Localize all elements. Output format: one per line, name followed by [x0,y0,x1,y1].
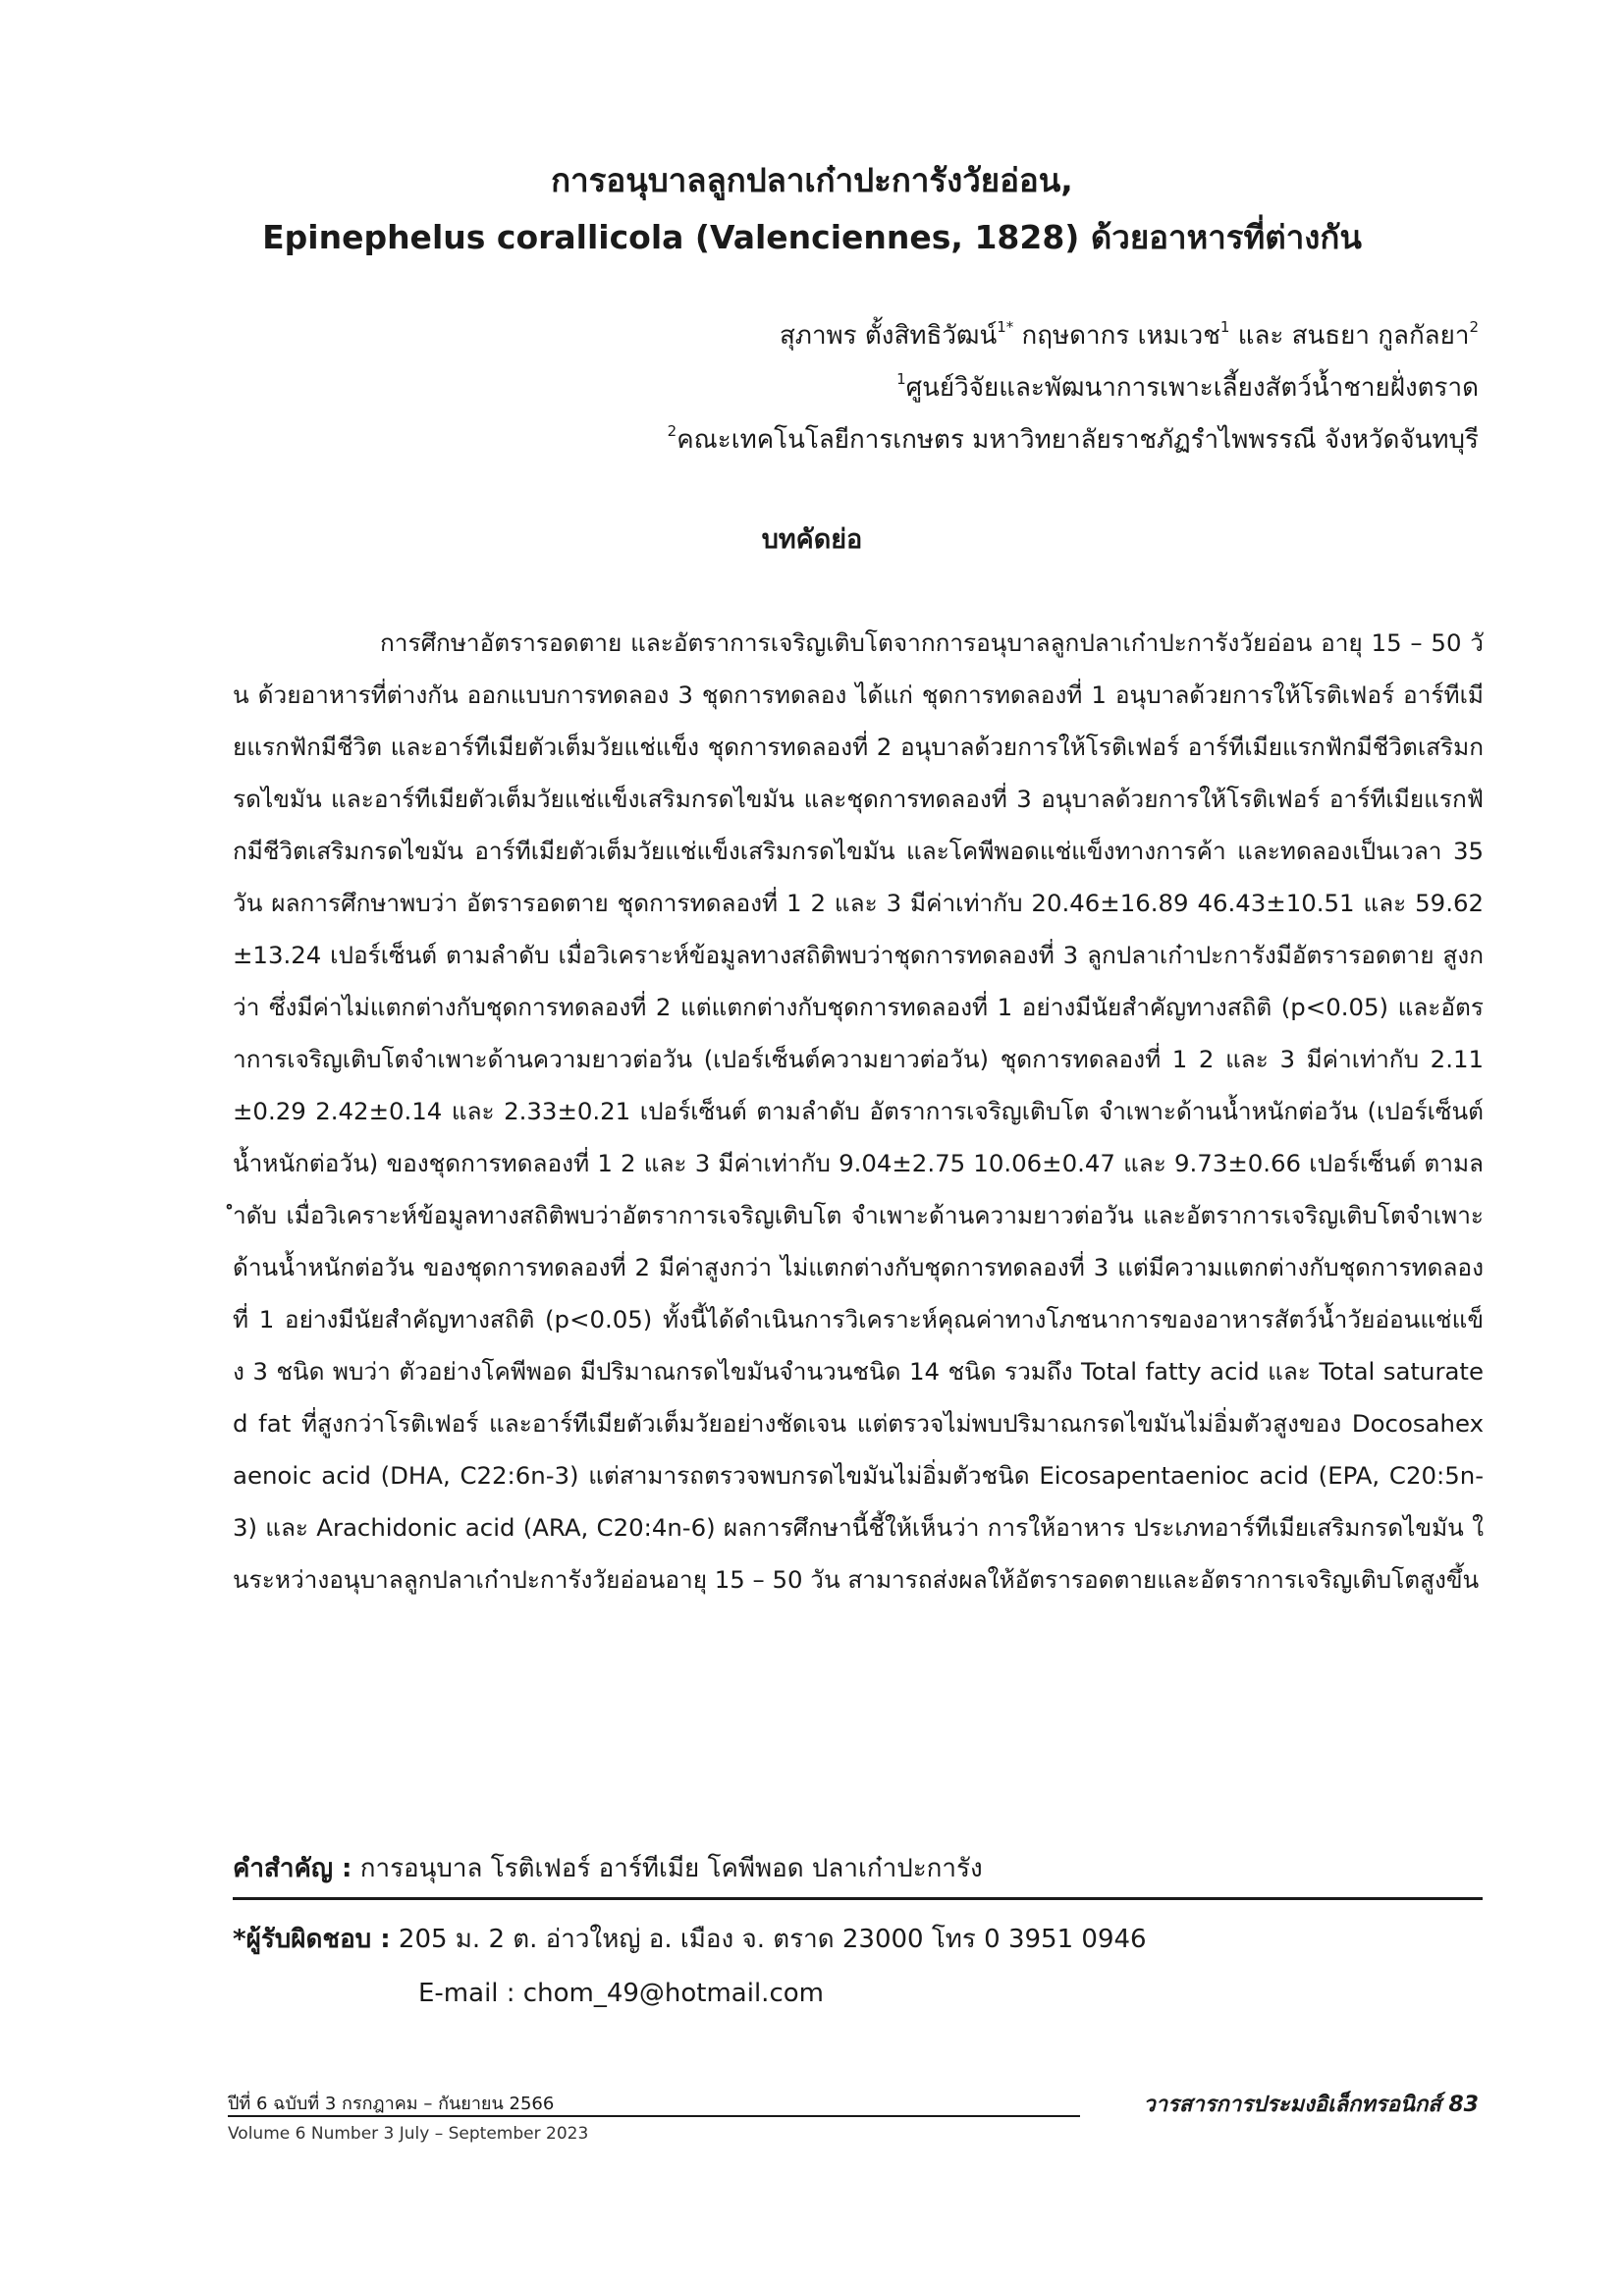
footer-issue-english: Volume 6 Number 3 July – September 2023 [228,2124,589,2144]
keywords-label: คำสำคัญ : [233,1854,352,1883]
footer-issue-thai: ปีที่ 6 ฉบับที่ 3 กรกฎาคม – กันยายน 2566 [228,2094,555,2114]
author-affiliation-mark: 1 [1219,318,1230,337]
author-name: สุภาพร ตั้งสิทธิวัฒน์ [779,321,998,351]
author-name: กฤษดากร เหมเวช [1013,321,1220,351]
paper-title-line1: การอนุบาลลูกปลาเก๋าปะการังวัยอ่อน, [551,161,1073,199]
keywords-divider [233,1897,1483,1900]
paper-title-line2: Epinephelus corallicola (Valenciennes, 1828) ด้วยอาหารที่ต่างกัน [262,218,1362,256]
abstract-body: การศึกษาอัตรารอดตาย และอัตราการเจริญเติบโตจากการอนุบาลลูกปลาเก๋าปะการังวัยอ่อน อายุ 15 – 50 วัน ด้วยอาหารที่ต่างกัน ออกแบบการทดลอง 3 ชุดการทดลอง ได้แก่ ชุดการทดลองที่ 1 อนุบาลด้วยการให้โรติเฟอร์ อาร์ทีเมียแรกฟักมีชีวิต และอาร์ทีเมียตัวเต็มวัยแช่แข็ง ชุดการทดลองที่ 2 อนุบาลด้วยการให้โรติเฟอร์ อาร์ทีเมียแรกฟักมีชีวิตเสริมกรดไขมัน และอาร์ทีเมียตัวเต็มวัยแช่แข็งเสริมกรดไขมัน และชุดการทดลองที่ 3 อนุบาลด้วยการให้โรติเฟอร์ อาร์ทีเมียแรกฟักมีชีวิตเสริมกรดไขมัน อาร์ทีเมียตัวเต็มวัยแช่แข็งเสริมกรดไขมัน และโคพีพอดแช่แข็งทางการค้า และทดลองเป็นเวลา 35 วัน ผลการศึกษาพบว่า อัตรารอดตาย ชุดการทดลองที่ 1 2 และ 3 มีค่าเท่ากับ 20.46±16.89 46.43±10.51 และ 59.62±13.24 เปอร์เซ็นต์ ตามลำดับ เมื่อวิเคราะห์ข้อมูลทางสถิติพบว่าชุดการทดลองที่ 3 ลูกปลาเก๋าปะการังมีอัตรารอดตาย สูงกว่า ซึ่งมีค่าไม่แตกต่างกับชุดการทดลองที่ 2 แต่แตกต่างกับชุดการทดลองที่ 1 อย่างมีนัยสำคัญทางสถิติ (p<0.05) และอัตราการเจริญเติบโตจำเพาะด้านความยาวต่อวัน (เปอร์เซ็นต์ความยาวต่อวัน) ชุดการทดลองที่ 1 2 และ 3 มีค่าเท่ากับ 2.11±0.29 2.42±0.14 และ 2.33±0.21 เปอร์เซ็นต์ ตามลำดับ อัตราการเจริญเติบโต จำเพาะด้านน้ำหนักต่อวัน (เปอร์เซ็นต์น้ำหนักต่อวัน) ของชุดการทดลองที่ 1 2 และ 3 มีค่าเท่ากับ 9.04±2.75 10.06±0.47 และ 9.73±0.66 เปอร์เซ็นต์ ตามลำดับ เมื่อวิเคราะห์ข้อมูลทางสถิติพบว่าอัตราการเจริญเติบโต จำเพาะด้านความยาวต่อวัน และอัตราการเจริญเติบโตจำเพาะด้านน้ำหนักต่อวัน ของชุดการทดลองที่ 2 มีค่าสูงกว่า ไม่แตกต่างกับชุดการทดลองที่ 3 แต่มีความแตกต่างกับชุดการทดลองที่ 1 อย่างมีนัยสำคัญทางสถิติ (p<0.05) ทั้งนี้ได้ดำเนินการวิเคราะห์คุณค่าทางโภชนาการของอาหารสัตว์น้ำวัยอ่อนแช่แข็ง 3 ชนิด พบว่า ตัวอย่างโคพีพอด มีปริมาณกรดไขมันจำนวนชนิด 14 ชนิด รวมถึง Total fatty acid และ Total saturated fat ที่สูงกว่าโรติเฟอร์ และอาร์ทีเมียตัวเต็มวัยอย่างชัดเจน แต่ตรวจไม่พบปริมาณกรดไขมันไม่อิ่มตัวสูงของ Docosahexaenoic acid (DHA, C22:6n-3) แต่สามารถตรวจพบกรดไขมันไม่อิ่มตัวชนิด Eicosapentaenioc acid (EPA, C20:5n-3) และ Arachidonic acid (ARA, C20:4n-6) ผลการศึกษานี้ชี้ให้เห็นว่า การให้อาหาร ประเภทอาร์ทีเมียเสริมกรดไขมัน ในระหว่างอนุบาลลูกปลาเก๋าปะการังวัยอ่อนอายุ 15 – 50 วัน สามารถส่งผลให้อัตรารอดตายและอัตราการเจริญเติบโตสูงขึ้น [233,628,1484,1594]
correspondence-label: *ผู้รับผิดชอบ : [233,1925,391,1954]
affiliation-mark: 1 [896,370,906,389]
affiliation-text: คณะเทคโนโลยีการเกษตร มหาวิทยาลัยราชภัฏรำไพพรรณี จังหวัดจันทบุรี [677,425,1479,455]
correspondence-address: 205 ม. 2 ต. อ่าวใหญ่ อ. เมือง จ. ตราด 23000 โทร 0 3951 0946 [390,1925,1147,1954]
affiliation-mark: 2 [667,422,677,441]
keywords [233,1849,983,1888]
author-name: สนธยา กูลกัลยา [1291,321,1470,351]
affiliation-1 [896,368,1479,408]
correspondence [233,1920,1147,1959]
author-affiliation-mark: 2 [1469,318,1479,337]
abstract-heading: บทคัดย่อ [761,524,863,555]
affiliation-2 [668,420,1479,460]
correspondence-email: E-mail : chom_49@hotmail.com [418,1979,824,2008]
affiliation-text: ศูนย์วิจัยและพัฒนาการเพาะเลี้ยงสัตว์น้ำชายฝั่งตราด [905,373,1479,403]
author-affiliation-mark: 1* [997,318,1014,337]
footer-divider [228,2115,1080,2117]
footer-journal-page: วารสารการประมงอิเล็กทรอนิกส์ 83 [1143,2093,1479,2117]
author-conjunction: และ [1229,321,1292,351]
author-list [780,316,1479,355]
keywords-text: การอนุบาล โรติเฟอร์ อาร์ทีเมีย โคพีพอด ปลาเก๋าปะการัง [352,1854,983,1883]
